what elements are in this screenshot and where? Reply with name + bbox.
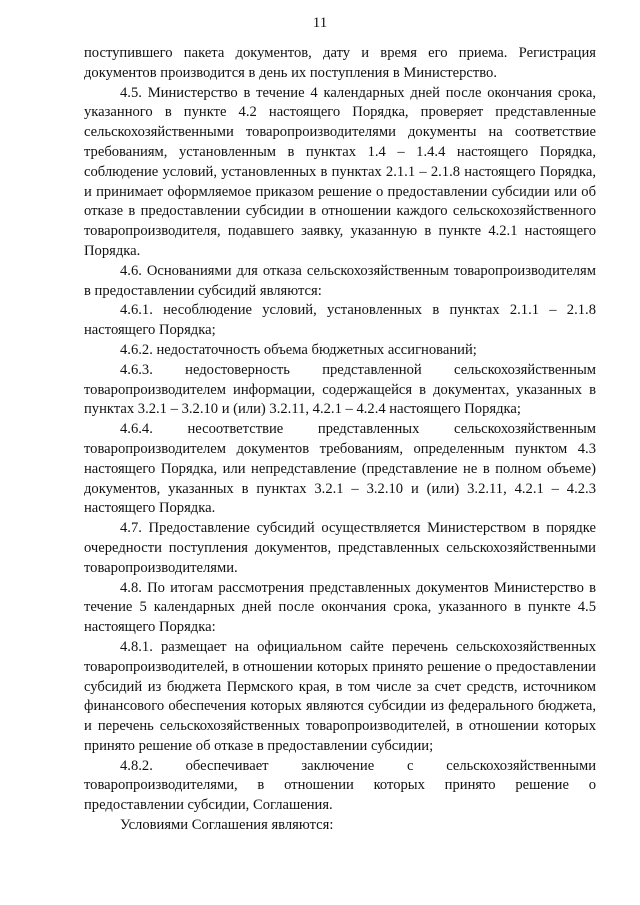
- page-number: 11: [312, 15, 328, 31]
- paragraph-4-8: 4.8. По итогам рассмотрения представленных документов Министерство в течение 5 календарных дней после окончания срока, указанного в пункте 4.5 настоящего Порядка:: [84, 579, 596, 636]
- paragraph-4-6-4: 4.6.4. несоответствие представленных сельскохозяйственным товаропроизводителем документов требованиям, определенным пунктом 4.3 настоящего Порядка, или непредставление (представление не в полном объеме) документов, указанных в пунктах 3.2.1 – 3.2.10 и (или) 3.2.11, 4.2.1 – 4.2.3 настоящего Порядка.: [84, 421, 596, 517]
- paragraph-4-6-2: 4.6.2. недостаточность объема бюджетных ассигнований;: [120, 341, 477, 358]
- paragraph-4-7: 4.7. Предоставление субсидий осуществляется Министерством в порядке очередности поступления документов, представленных сельскохозяйственными товаропроизводителями.: [84, 520, 596, 576]
- paragraph-4-5: 4.5. Министерство в течение 4 календарных дней после окончания срока, указанного в пункте 4.2 настоящего Порядка, проверяет представленные сельскохозяйственными товаропроизводителями документы на соответствие требованиям, установленным в пунктах 1.4 – 1.4.4 настоящего Порядка, соблюдение условий, установленных в пунктах 2.1.1 – 2.1.8 настоящего Порядка, и принимает оформляемое приказом решение о предоставлении субсидии или об отказе в предоставлении субсидии в отношении каждого сельскохозяйственного товаропроизводителя, подавшего заявку, указанную в пункте 4.2.1 настоящего Порядка.: [84, 84, 596, 259]
- document-body: [84, 44, 596, 836]
- paragraph-agreement-conditions: Условиями Соглашения являются:: [120, 817, 334, 834]
- paragraph-continuation: поступившего пакета документов, дату и время его приема. Регистрация документов производится в день их поступления в Министерство.: [84, 45, 596, 81]
- paragraph-4-6: 4.6. Основаниями для отказа сельскохозяйственным товаропроизводителям в предоставлении субсидий являются:: [84, 262, 596, 299]
- paragraph-4-8-2: 4.8.2. обеспечивает заключение с сельскохозяйственными товаропроизводителями, в отношении которых принято решение о предоставлении субсидии, Соглашения.: [84, 757, 596, 814]
- paragraph-4-8-1: 4.8.1. размещает на официальном сайте перечень сельскохозяйственных товаропроизводителей, в отношении которых принято решение о предоставлении субсидий из бюджета Пермского края, в том числе за счет средств, источником финансового обеспечения которых являются субсидии из федерального бюджета, и перечень сельскохозяйственных товаропроизводителей, в отношении которых принято решение об отказе в предоставлении субсидии;: [84, 638, 596, 754]
- paragraph-4-6-3: 4.6.3. недостоверность представленной сельскохозяйственным товаропроизводителем информации, содержащейся в документах, указанных в пунктах 3.2.1 – 3.2.10 и (или) 3.2.11, 4.2.1 – 4.2.4 настоящего Порядка;: [84, 361, 596, 418]
- paragraph-4-6-1: 4.6.1. несоблюдение условий, установленных в пунктах 2.1.1 – 2.1.8 настоящего Порядка;: [84, 302, 596, 339]
